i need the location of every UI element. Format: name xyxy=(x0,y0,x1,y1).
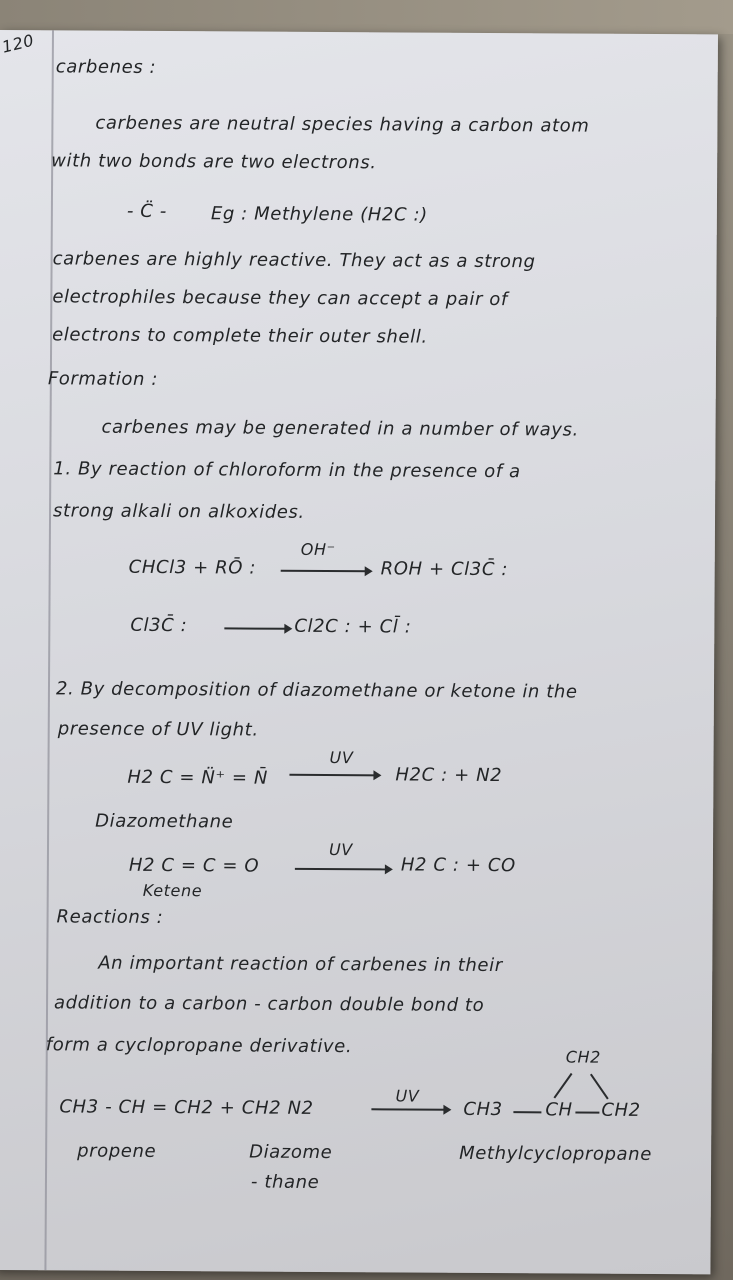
reactions-heading: Reactions : xyxy=(56,906,164,929)
eq1-arrow xyxy=(281,570,371,572)
label-diazomethane-1: Diazome xyxy=(249,1141,333,1164)
method-2-line-1: 2. By decomposition of diazomethane or ketone in the xyxy=(55,678,578,703)
reactions-line-1: An important reaction of carbenes in their xyxy=(98,952,503,977)
eq1-products: ROH + Cl3C̄ : xyxy=(380,558,509,581)
eq4-arrow xyxy=(295,868,391,870)
bond-ch3-ch xyxy=(513,1111,541,1113)
eq2-reactant: Cl3C̄ : xyxy=(130,614,188,637)
eq5-reactants: CH3 - CH = CH2 + CH2 N2 xyxy=(59,1096,314,1119)
heading-carbenes: carbenes : xyxy=(55,56,157,78)
methylene-example: Eg : Methylene (H2C :) xyxy=(210,203,428,226)
eq3-products: H2C : + N2 xyxy=(395,764,503,787)
eq5-arrow xyxy=(371,1108,449,1110)
formation-intro: carbenes may be generated in a number of ways. xyxy=(101,416,579,441)
reactions-line-3: form a cyclopropane derivative. xyxy=(45,1034,353,1058)
method-2-line-2: presence of UV light. xyxy=(57,718,259,741)
eq1-reactants: CHCl3 + RŌ : xyxy=(128,556,257,579)
definition-line-1: carbenes are neutral species having a carbon atom xyxy=(95,112,590,137)
formation-heading: Formation : xyxy=(47,368,159,390)
eq3-arrow xyxy=(289,774,379,776)
product-ch3: CH3 xyxy=(463,1098,503,1121)
eq4-catalyst: UV xyxy=(328,840,353,860)
bond-ring-right xyxy=(590,1074,608,1100)
page-number: 120 xyxy=(0,30,37,57)
eq3-catalyst: UV xyxy=(329,748,354,768)
label-methylcyclopropane: Methylcyclopropane xyxy=(459,1142,652,1166)
margin-line xyxy=(44,30,54,1270)
eq4-reactant-name: Ketene xyxy=(142,880,203,901)
eq5-catalyst: UV xyxy=(395,1086,420,1106)
bond-ring-left xyxy=(553,1073,572,1098)
reactions-line-2: addition to a carbon - carbon double bond to xyxy=(53,992,485,1016)
eq3-reactant: H2 C = N̈⁺ = N̄ xyxy=(127,766,269,789)
carbene-structure: - C̈ - xyxy=(126,200,167,223)
reactive-line-2: electrophiles because they can accept a pair of xyxy=(52,286,508,311)
background-surface xyxy=(0,0,733,34)
reactive-line-3: electrons to complete their outer shell. xyxy=(52,324,428,348)
method-1-line-2: strong alkali on alkoxides. xyxy=(52,500,305,523)
product-ch: CH xyxy=(545,1099,573,1121)
product-ch2: CH2 xyxy=(601,1099,641,1121)
label-diazomethane-2: - thane xyxy=(250,1171,320,1193)
product-ch2-top: CH2 xyxy=(565,1047,601,1067)
definition-line-2: with two bonds are two electrons. xyxy=(51,150,377,174)
bond-ch-ch2 xyxy=(575,1112,599,1114)
eq1-catalyst: OH⁻ xyxy=(300,539,336,560)
eq3-reactant-name: Diazomethane xyxy=(95,810,234,833)
eq2-arrow xyxy=(224,627,290,629)
method-1-line-1: 1. By reaction of chloroform in the presence of a xyxy=(53,458,521,483)
eq4-products: H2 C : + CO xyxy=(400,854,516,877)
reactive-line-1: carbenes are highly reactive. They act as a strong xyxy=(52,248,536,273)
eq2-products: Cl2C : + Cl̄ : xyxy=(294,615,412,638)
notebook-page xyxy=(0,30,718,1274)
label-propene: propene xyxy=(77,1140,157,1162)
eq4-reactant: H2 C = C = O xyxy=(128,854,260,877)
